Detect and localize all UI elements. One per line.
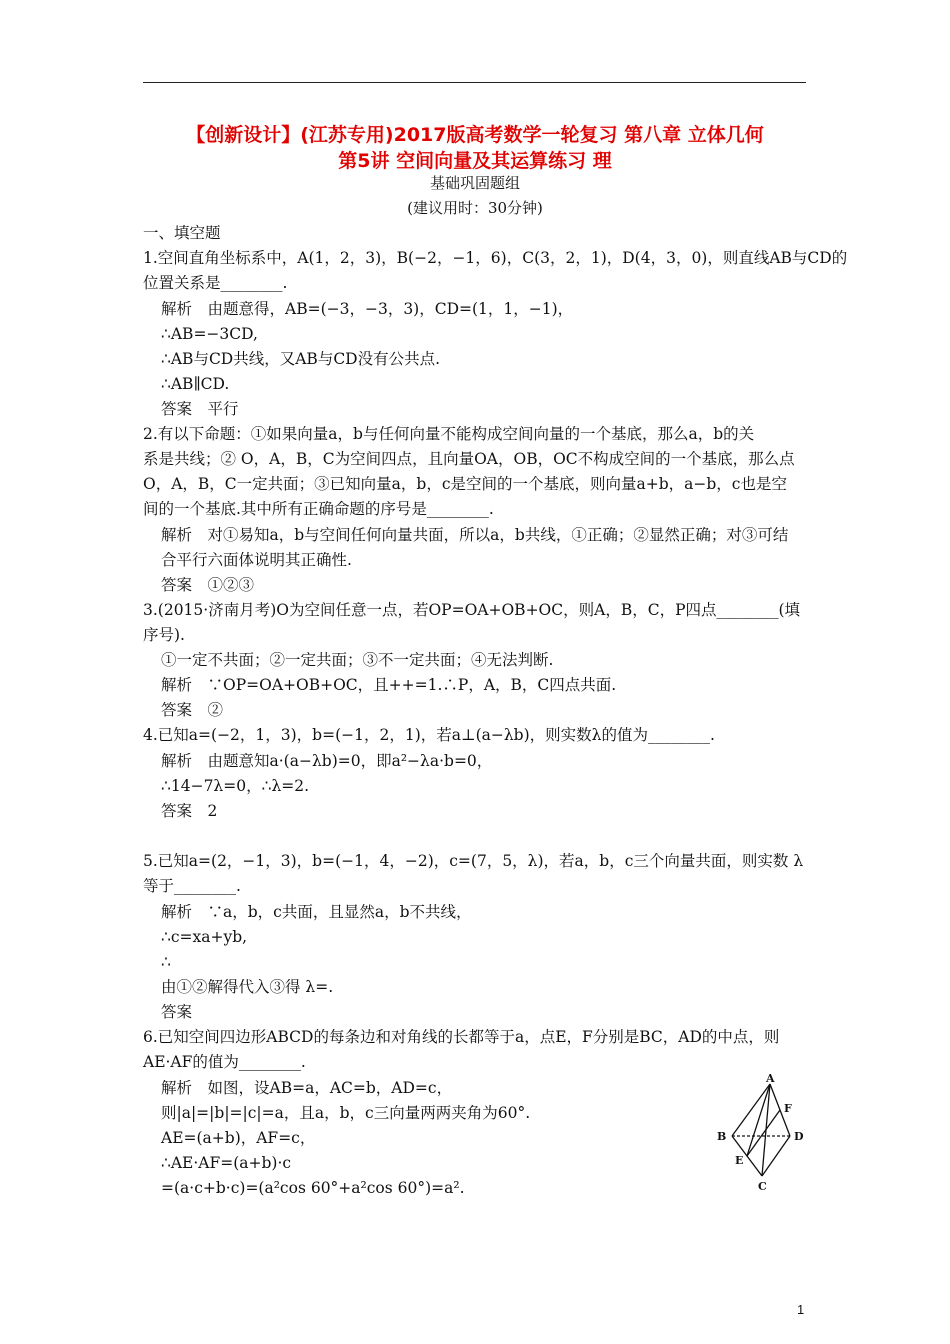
line-q1a: 1.空间直角坐标系中，A(1，2，3)，B(−2，−1，6)，C(3，2，1)，D(4，3，0)，则直线AB与CD的 bbox=[143, 249, 848, 267]
line-q3ans: 答案 ② bbox=[161, 701, 224, 719]
line-q2ans: 答案 ①②③ bbox=[161, 576, 255, 594]
line-q6s1: 解析 如图，设AB=a，AC=b，AD=c， bbox=[161, 1079, 453, 1097]
label-e: E bbox=[735, 1154, 744, 1167]
line-q3c: ①一定不共面；②一定共面；③不一定共面；④无法判断. bbox=[161, 651, 554, 669]
line-q1s2: ∴AB=−3CD, bbox=[161, 325, 258, 343]
tetrahedron-figure bbox=[712, 1074, 812, 1194]
page-number: 1 bbox=[797, 1302, 805, 1317]
segment-ef bbox=[747, 1110, 780, 1156]
line-q5s2: ∴c=xa+yb, bbox=[161, 928, 248, 946]
line-q6s2: 则|a|=|b|=|c|=a，且a，b，c三向量两两夹角为60°. bbox=[161, 1104, 531, 1122]
line-q2a: 2.有以下命题：①如果向量a，b与任何向量不能构成空间向量的一个基底，那么a，b的关 bbox=[143, 425, 755, 443]
line-q6b: AE·AF的值为________. bbox=[143, 1053, 306, 1071]
line-q1s4: ∴AB∥CD. bbox=[161, 375, 230, 393]
document-title-line-1: 【创新设计】(江苏专用)2017版高考数学一轮复习 第八章 立体几何 bbox=[186, 124, 764, 146]
line-q6s4: ∴AE·AF=(a+b)·c bbox=[161, 1154, 292, 1172]
line-q2s1: 解析 对①易知a，b与空间任何向量共面，所以a，b共线，①正确；②显然正确；对③可结 bbox=[161, 526, 789, 544]
line-q4s1: 解析 由题意知a·(a−λb)=0，即a²−λa·b=0， bbox=[161, 752, 493, 770]
line-q5b: 等于________. bbox=[143, 877, 241, 895]
line-q1s1: 解析 由题意得，AB=(−3，−3，3)，CD=(1，1，−1)， bbox=[161, 300, 574, 318]
time-hint: (建议用时：30分钟) bbox=[407, 199, 543, 217]
edge-ab bbox=[732, 1084, 770, 1136]
line-q3s1: 解析 ∵OP=OA+OB+OC，且++=1.∴P，A，B，C四点共面. bbox=[161, 676, 617, 694]
line-q4ans: 答案 2 bbox=[161, 802, 218, 820]
line-q6s5: =(a·c+b·c)=(a²cos 60°+a²cos 60°)=a². bbox=[161, 1179, 465, 1197]
line-q5a: 5.已知a=(2，−1，3)，b=(−1，4，−2)，c=(7，5，λ)，若a，b，c三个向量共面，则实数 λ bbox=[143, 852, 804, 870]
line-q3b: 序号). bbox=[143, 626, 185, 644]
line-q5s3: ∴ bbox=[161, 953, 171, 971]
document-title-line-2: 第5讲 空间向量及其运算练习 理 bbox=[338, 150, 612, 172]
header-rule bbox=[143, 82, 806, 83]
line-q3a: 3.(2015·济南月考)O为空间任意一点，若OP=OA+OB+OC，则A，B，C，P四点________(填 bbox=[143, 601, 801, 619]
subtitle: 基础巩固题组 bbox=[429, 174, 520, 192]
line-q1b: 位置关系是________. bbox=[143, 274, 288, 292]
edge-dc bbox=[762, 1136, 790, 1176]
line-q2s2: 合平行六面体说明其正确性. bbox=[161, 551, 352, 569]
line-q4a: 4.已知a=(−2，1，3)，b=(−1，2，1)，若a⊥(a−λb)，则实数λ的值为________. bbox=[143, 726, 715, 744]
line-q5s4: 由①②解得代入③得 λ=. bbox=[161, 978, 334, 996]
line-q2d: 间的一个基底.其中所有正确命题的序号是________. bbox=[143, 500, 494, 518]
label-d: D bbox=[794, 1130, 804, 1143]
label-b: B bbox=[717, 1130, 727, 1143]
section-heading: 一、填空题 bbox=[143, 224, 221, 242]
line-q4s2: ∴14−7λ=0，∴λ=2. bbox=[161, 777, 310, 795]
line-q1s3: ∴AB与CD共线，又AB与CD没有公共点. bbox=[161, 350, 441, 368]
line-q2c: O，A，B，C一定共面；③已知向量a，b，c是空间的一个基底，则向量a+b，a−b，c也是空 bbox=[143, 475, 787, 493]
line-q6s3: AE=(a+b)，AF=c， bbox=[161, 1129, 316, 1147]
label-f: F bbox=[784, 1102, 792, 1115]
label-c: C bbox=[758, 1180, 767, 1193]
line-q6a: 6.已知空间四边形ABCD的每条边和对角线的长都等于a，点E，F分别是BC，AD的中点，则 bbox=[143, 1028, 780, 1046]
line-q2b: 系是共线；② O，A，B，C为空间四点，且向量OA，OB，OC不构成空间的一个基底，那么点 bbox=[143, 450, 795, 468]
line-q5s1: 解析 ∵a，b，c共面，且显然a，b不共线， bbox=[161, 903, 472, 921]
line-q5ans: 答案 bbox=[161, 1003, 193, 1021]
label-a: A bbox=[766, 1074, 775, 1085]
line-q1ans: 答案 平行 bbox=[161, 400, 239, 418]
